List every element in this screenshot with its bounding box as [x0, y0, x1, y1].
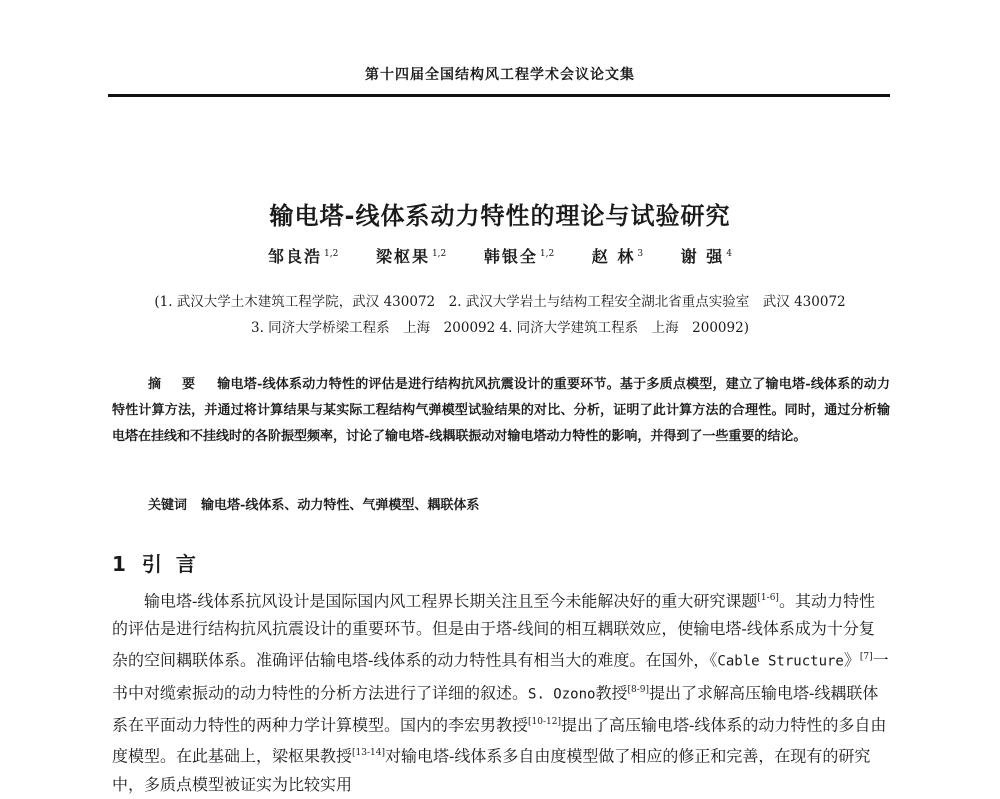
intro-text: 》 — [843, 650, 860, 670]
keywords-label: 关键词 — [148, 498, 188, 513]
intro-paragraph — [112, 584, 890, 799]
affiliation-line-2: 3. 同济大学桥梁工程系 上海 200092 4. 同济大学建筑工程系 上海 200092) — [251, 320, 749, 336]
book-title: Cable Structure — [717, 653, 844, 670]
author-name: 韩银全 — [483, 247, 538, 266]
author-name: 邹良浩 — [268, 247, 323, 266]
citation-ref: [10-12] — [528, 716, 561, 727]
intro-text: 对输电塔-线体系多自由度模型做了相应的修正和完善，在现有的研究中，多质点模型被证实为比较实用 — [112, 746, 871, 794]
author-name: 赵 林 — [591, 247, 636, 266]
running-header: 第十四届全国结构风工程学术会议论文集 — [365, 67, 635, 83]
paper-title: 输电塔-线体系动力特性的理论与试验研究 — [269, 202, 731, 230]
citation-ref: [7] — [859, 652, 873, 663]
intro-text: 提出了高压输电塔-线体系的动力特性的多自由度模型。在此基础上，梁枢果教授 — [112, 715, 887, 766]
section-heading — [112, 548, 210, 577]
author-name: 梁枢果 — [375, 247, 430, 266]
author-affiliation-mark: 1,2 — [431, 248, 447, 259]
author-affiliation-mark: 1,2 — [539, 248, 555, 259]
intro-text: 一书中对缆索振动的动力特性的分析方法进行了详细的叙述。 — [112, 650, 889, 702]
author-list — [0, 244, 1000, 267]
author — [681, 244, 732, 267]
citation-ref: [8-9] — [627, 684, 649, 695]
affiliation-line-1: (1. 武汉大学土木建筑工程学院，武汉 430072 2. 武汉大学岩土与结构工程安全湖北省重点实验室 武汉 430072 — [154, 294, 846, 310]
author — [376, 244, 446, 267]
abstract-text: 输电塔-线体系动力特性的评估是进行结构抗风抗震设计的重要环节。基于多质点模型，建立了输电塔-线体系的动力特性计算方法，并通过将计算结果与某实际工程结构气弹模型试验结果的对比、分析，证明了此计算方法的合理性。同时，通过分析输电塔在挂线和不挂线时的各阶振型频率，讨论了输电塔-线耦联振动对输电塔动力特性的影响，并得到了一些重要的结论。 — [112, 377, 890, 444]
author-name: 谢 强 — [680, 247, 725, 266]
citation-ref: [13-14] — [352, 748, 385, 759]
author — [484, 244, 554, 267]
author-affiliation-mark: 3 — [637, 248, 644, 259]
author — [268, 244, 338, 267]
abstract-label: 摘 要 — [148, 377, 204, 392]
intro-text: 。其动力特性的评估是进行结构抗风抗震设计的重要环节。但是由于塔-线间的相互耦联效应，使输电塔-线体系成为十分复杂的空间耦联体系。准确评估输电塔-线体系的动力特性具有相当大的难度。在国外，《 — [112, 591, 875, 670]
intro-text: 输电塔-线体系抗风设计是国际国内风工程界长期关注且至今未能解决好的重大研究课题 — [144, 591, 758, 611]
person-name: S. Ozono — [528, 685, 596, 702]
section-title: 引言 — [141, 552, 210, 576]
section-number: 1 — [112, 552, 126, 576]
citation-ref: [1-6] — [757, 593, 779, 603]
intro-text: 教授 — [595, 682, 628, 702]
keywords-text: 输电塔-线体系、动力特性、气弹模型、耦联体系 — [201, 498, 480, 513]
intro-text: 提出了求解高压输电塔-线耦联体系在平面动力特性的两种力学计算模型。国内的李宏男教授 — [112, 682, 879, 735]
author-affiliation-mark: 1,2 — [324, 248, 339, 259]
author — [592, 244, 643, 267]
keywords — [148, 494, 479, 513]
author-affiliation-mark: 4 — [726, 248, 732, 259]
header-rule — [108, 94, 890, 97]
abstract — [112, 372, 890, 450]
